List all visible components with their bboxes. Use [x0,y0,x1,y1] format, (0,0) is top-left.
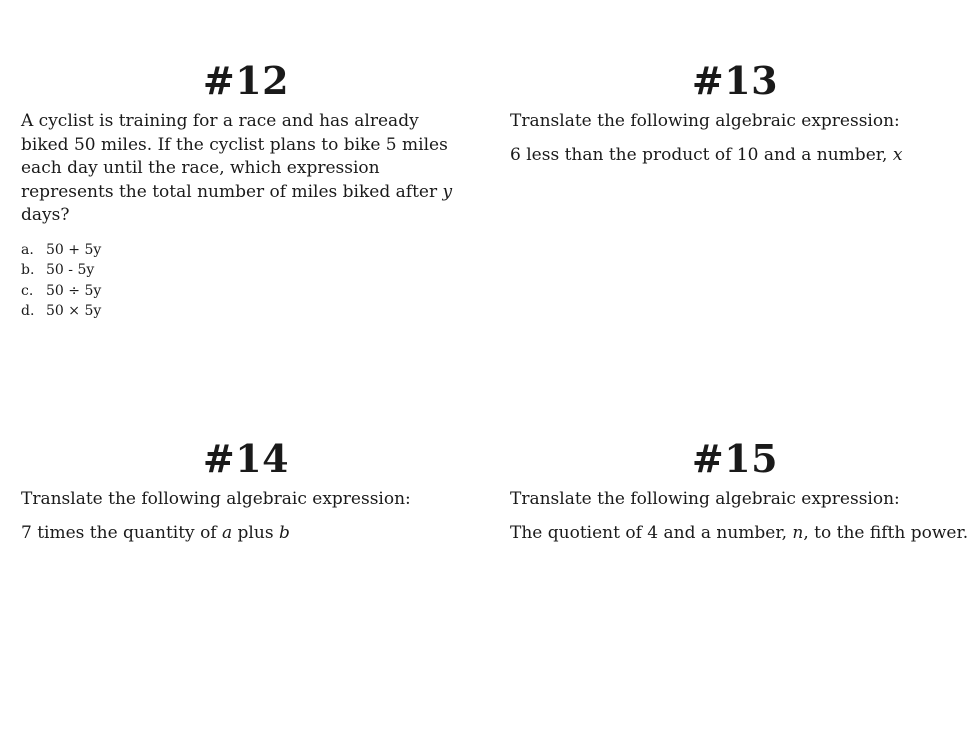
variable-a: a [222,522,233,543]
question-text-part: A cyclist is training for a race and has already biked 50 miles. If the cyclist plans to bike 5 miles each day until the race, which expression represents the total number of miles biked after [21,111,448,202]
expression-text-part: , to the fifth power. [803,522,969,543]
choice-b [21,260,471,281]
question-text-part: days? [21,205,70,225]
answer-choices [21,240,471,322]
choice-text: 50 + 5y [46,241,102,258]
problem-number: #15 [691,436,779,481]
question-text [21,110,471,228]
problem-number: #13 [691,58,779,103]
expression-text [510,144,960,168]
choice-letter: d. [21,303,35,320]
variable-n: n [792,522,804,543]
variable-x: x [892,144,903,165]
variable-y: y [442,181,453,202]
expression-text [510,522,969,546]
expression-text-part: 7 times the quantity of [21,522,222,543]
problem-card-14 [21,434,471,545]
choice-text: 50 - 5y [46,262,95,279]
problem-card-15 [510,434,969,545]
variable-b: b [278,522,290,543]
choice-letter: a. [21,241,34,258]
choice-d [21,301,471,322]
choice-c [21,281,471,302]
expression-text-part: The quotient of 4 and a number, [510,522,793,543]
problem-number: #12 [202,58,290,103]
choice-letter: c. [21,282,34,299]
problem-number: #14 [202,436,290,481]
choice-letter: b. [21,262,35,279]
expression-text [21,522,471,546]
expression-text-part: 6 less than the product of 10 and a number, [510,144,893,165]
prompt-text: Translate the following algebraic expression: [510,111,900,131]
problem-card-13 [510,56,960,167]
prompt-text: Translate the following algebraic expression: [510,489,900,509]
choice-text: 50 ÷ 5y [46,282,102,299]
choice-text: 50 × 5y [46,303,102,320]
choice-a [21,240,471,261]
problem-card-12 [21,56,471,322]
prompt-text: Translate the following algebraic expression: [21,489,411,509]
expression-text-part: plus [232,522,279,543]
